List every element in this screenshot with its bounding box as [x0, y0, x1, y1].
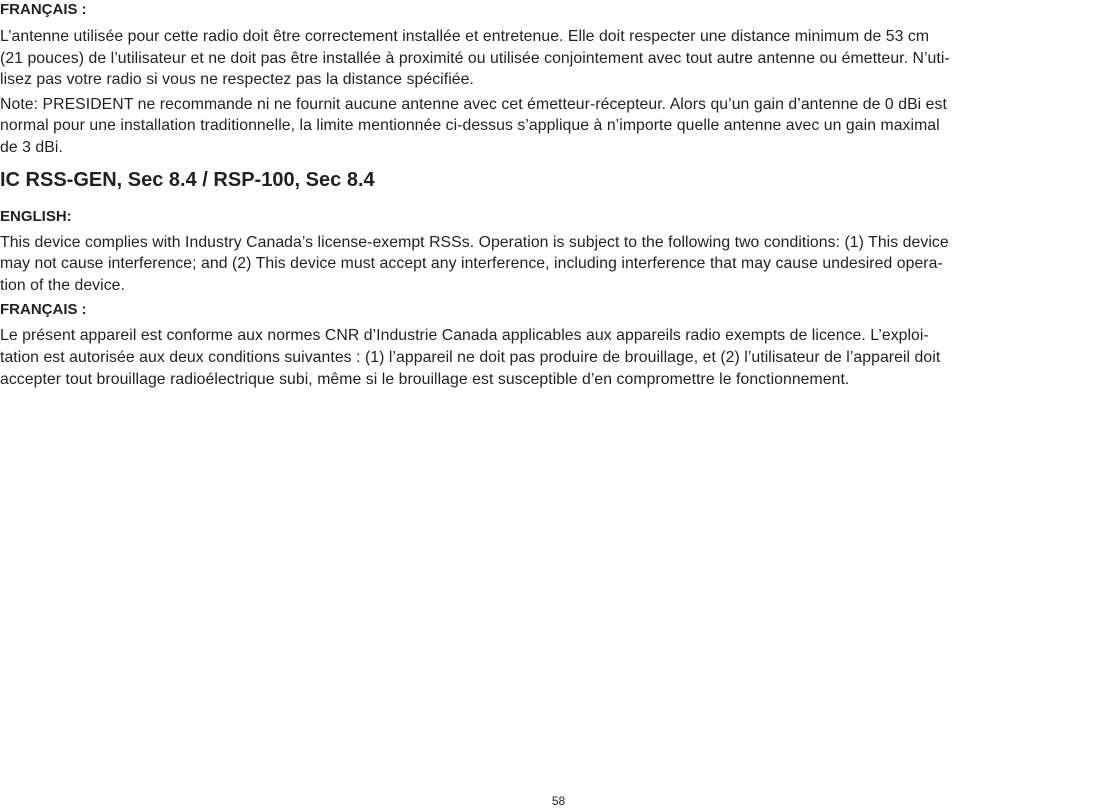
text-line: This device complies with Industry Canada’s license-exempt RSSs. Operation is subject to the following two conditions: (1) This device	[0, 233, 949, 251]
english-paragraph	[0, 232, 1114, 297]
text-line: may not cause interference; and (2) This device must accept any interference, including interference that may cause undesired opera-	[0, 255, 943, 273]
text-line: tation est autorisée aux deux conditions suivantes : (1) l’appareil ne doit pas produire de brouillage, et (2) l’utilisateur de l’appareil doit	[0, 348, 941, 366]
french-antenna-paragraph	[0, 26, 1114, 91]
document-page	[0, 0, 1114, 390]
text-line: lisez pas votre radio si vous ne respectez pas la distance spécifiée.	[0, 71, 474, 89]
text-line: L’antenne utilisée pour cette radio doit être correctement installée et entretenue. Elle doit respecter une distance minimum de 53 cm	[0, 28, 930, 45]
french-compliance-paragraph	[0, 325, 1114, 390]
text-line: Le présent appareil est conforme aux normes CNR d’Industrie Canada applicables aux appareils radio exempts de licence. L’exploi-	[0, 327, 929, 345]
section-heading: IC RSS-GEN, Sec 8.4 / RSP-100, Sec 8.4	[0, 168, 375, 191]
page-number: 58	[551, 794, 566, 808]
text-line: normal pour une installation traditionnelle, la limite mentionnée ci-dessus s’applique à n’importe quelle antenne avec un gain maximal	[0, 117, 940, 135]
english-label: ENGLISH:	[0, 207, 72, 225]
text-line: accepter tout brouillage radioélectrique subi, même si le brouillage est susceptible d’en compromettre le fonctionnement.	[0, 370, 850, 388]
french-label: FRANÇAIS :	[0, 1, 87, 18]
text-line: (21 pouces) de l’utilisateur et ne doit pas être installée à proximité ou utilisée conjointement avec tout autre antenne ou émetteur. N’uti-	[0, 49, 950, 67]
french-note-paragraph	[0, 94, 1114, 159]
text-line: tion of the device.	[0, 276, 125, 294]
text-line: Note: PRESIDENT ne recommande ni ne fournit aucune antenne avec cet émetteur-récepteur. Alors qu’un gain d’antenne de 0 dBi est	[0, 95, 947, 113]
french-label-2: FRANÇAIS :	[0, 301, 87, 319]
text-line: de 3 dBi.	[0, 138, 63, 156]
